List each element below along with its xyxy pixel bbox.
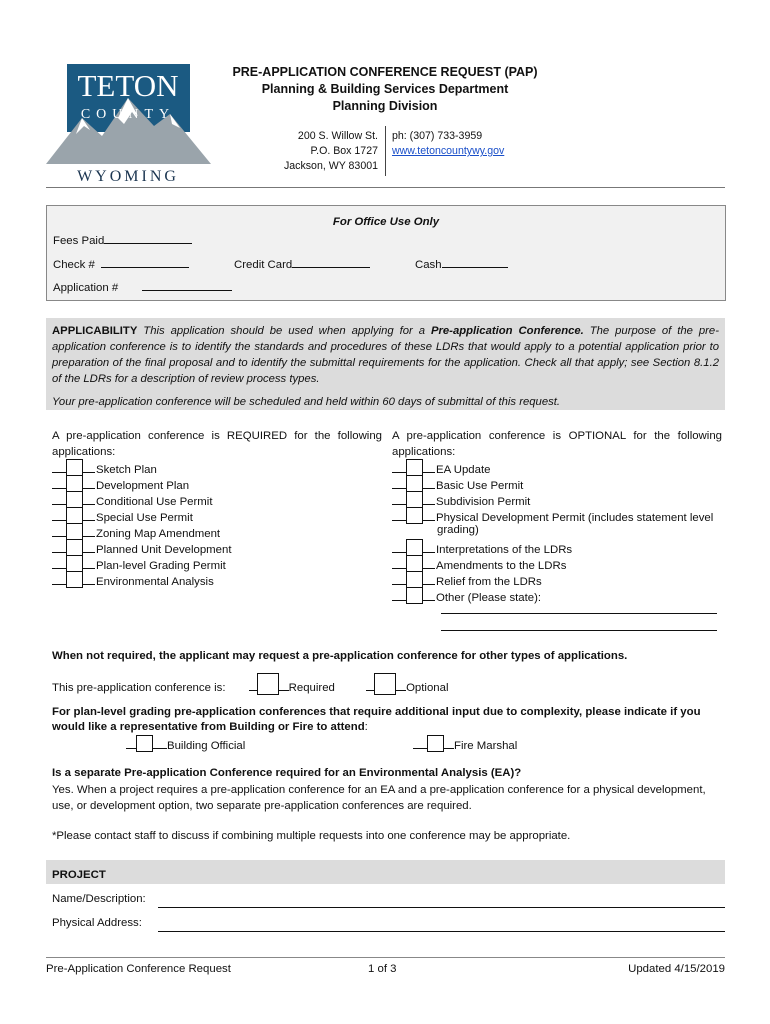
contact-info	[392, 129, 504, 159]
required-item-zoning-map-amendment[interactable]: Zoning Map Amendment	[52, 523, 220, 538]
cash-label: Cash	[415, 259, 442, 271]
optional-item-physical-development-permit[interactable]: Physical Development Permit (includes statement level	[392, 507, 713, 522]
applicability-text	[52, 323, 719, 410]
logo-graphic	[46, 60, 211, 185]
conference-type-label: This pre-application conference is:	[52, 682, 226, 694]
optional-item-subdivision-permit[interactable]: Subdivision Permit	[392, 491, 530, 506]
cash-field[interactable]	[415, 256, 508, 271]
logo-teton: TETON	[77, 68, 179, 103]
grading-heading: For plan-level grading pre-application conferences that require additional input due to complexity, please indicate if you would like a representative from Building or Fire to attend:	[52, 706, 701, 733]
optional-item-interpretations[interactable]: Interpretations of the LDRs	[392, 539, 572, 554]
optional-checkbox[interactable]	[374, 673, 396, 695]
name-description-label: Name/Description:	[52, 893, 146, 905]
checkbox[interactable]	[406, 507, 423, 524]
teton-county-logo	[46, 60, 211, 185]
header-rule	[46, 187, 725, 188]
other-state-line-2[interactable]	[441, 630, 717, 631]
physical-address-label: Physical Address:	[52, 917, 142, 929]
footer-page-number: 1 of 3	[368, 963, 397, 975]
checkbox[interactable]	[66, 539, 83, 556]
ea-text: Yes. When a project requires a pre-application conference for an EA and a pre-application conference for a physical development, use, or development option, two separate pre-application conferences are required.	[52, 784, 706, 812]
division-name: Planning Division	[332, 99, 438, 113]
fees-paid-blank[interactable]	[104, 232, 192, 244]
staff-note: *Please contact staff to discuss if combining multiple requests into one conference may be appropriate.	[52, 830, 571, 842]
optional-item-other[interactable]: Other (Please state):	[392, 587, 541, 602]
required-item-sketch-plan[interactable]: Sketch Plan	[52, 459, 157, 474]
building-official-checkbox[interactable]	[136, 735, 153, 752]
application-number-field[interactable]	[53, 279, 232, 294]
office-address	[284, 129, 378, 174]
check-blank[interactable]	[101, 256, 189, 268]
applicability-text-1: This application should be used when applying for a	[137, 325, 431, 337]
required-item-environmental-analysis[interactable]: Environmental Analysis	[52, 571, 214, 586]
address-line: P.O. Box 1727	[310, 145, 378, 157]
cash-blank[interactable]	[442, 256, 508, 268]
other-state-line-1[interactable]	[441, 613, 717, 614]
project-band	[46, 860, 725, 884]
footer-updated-date: Updated 4/15/2019	[628, 963, 725, 975]
credit-card-label: Credit Card	[234, 259, 293, 271]
optional-item-basic-use-permit[interactable]: Basic Use Permit	[392, 475, 523, 490]
required-checkbox[interactable]	[257, 673, 279, 695]
credit-card-field[interactable]	[234, 256, 370, 271]
required-item-planned-unit-development[interactable]: Planned Unit Development	[52, 539, 232, 554]
fees-paid-field[interactable]	[53, 232, 192, 247]
building-official-option[interactable]	[126, 735, 245, 750]
physical-address-input[interactable]	[158, 931, 725, 932]
department-name: Planning & Building Services Department	[261, 82, 509, 96]
optional-item-amendments[interactable]: Amendments to the LDRs	[392, 555, 566, 570]
ea-heading: Is a separate Pre-application Conference required for an Environmental Analysis (EA)?	[52, 767, 522, 779]
fire-marshal-checkbox[interactable]	[427, 735, 444, 752]
not-required-heading: When not required, the applicant may request a pre-application conference for other types of applications.	[52, 650, 628, 662]
credit-card-blank[interactable]	[292, 256, 370, 268]
checkbox[interactable]	[406, 571, 423, 588]
fees-paid-label: Fees Paid	[53, 235, 105, 247]
logo-wyoming: WYOMING	[77, 168, 179, 185]
checkbox[interactable]	[66, 555, 83, 572]
required-heading: A pre-application conference is REQUIRED for the following applications:	[52, 430, 382, 458]
required-item-plan-level-grading-permit[interactable]: Plan-level Grading Permit	[52, 555, 226, 570]
check-field[interactable]	[53, 256, 189, 271]
checkbox[interactable]	[66, 507, 83, 524]
fire-marshal-option[interactable]	[413, 735, 517, 750]
application-number-blank[interactable]	[142, 279, 232, 291]
schedule-note: Your pre-application conference will be scheduled and held within 60 days of submittal of this request.	[52, 396, 561, 408]
address-line: 200 S. Willow St.	[297, 130, 378, 142]
required-option-label: Required	[288, 682, 335, 694]
optional-option-label: Optional	[406, 682, 449, 694]
office-use-title: For Office Use Only	[332, 216, 440, 228]
address-line: Jackson, WY 83001	[283, 160, 378, 172]
project-title: PROJECT	[52, 869, 106, 881]
name-description-input[interactable]	[158, 907, 725, 908]
header-divider	[385, 126, 386, 176]
check-label: Check #	[53, 259, 95, 271]
applicability-label: APPLICABILITY	[52, 325, 138, 337]
optional-item-relief[interactable]: Relief from the LDRs	[392, 571, 542, 586]
optional-heading: A pre-application conference is OPTIONAL for the following applications:	[392, 430, 722, 458]
required-item-conditional-use-permit[interactable]: Conditional Use Permit	[52, 491, 213, 506]
checkbox[interactable]	[66, 475, 83, 492]
phone-number: ph: (307) 733-3959	[392, 130, 483, 142]
checkbox[interactable]	[66, 571, 83, 588]
building-official-label: Building Official	[167, 740, 246, 752]
footer-rule	[46, 957, 725, 958]
checkbox[interactable]	[406, 475, 423, 492]
logo-county: COUNTY	[80, 107, 176, 122]
required-item-special-use-permit[interactable]: Special Use Permit	[52, 507, 193, 522]
checkbox[interactable]	[406, 587, 423, 604]
checkbox[interactable]	[406, 459, 423, 476]
website-link[interactable]: www.tetoncountywy.gov	[392, 145, 505, 157]
optional-item-ea-update[interactable]: EA Update	[392, 459, 490, 474]
checkbox[interactable]	[66, 491, 83, 508]
required-item-development-plan[interactable]: Development Plan	[52, 475, 189, 490]
form-title: PRE-APPLICATION CONFERENCE REQUEST (PAP)	[232, 65, 538, 79]
office-use-box	[46, 205, 726, 301]
applicability-emphasis: Pre-application Conference.	[430, 325, 584, 337]
optional-item-continuation: grading)	[437, 524, 479, 536]
application-number-label: Application #	[53, 282, 119, 294]
checkbox[interactable]	[406, 555, 423, 572]
checkbox[interactable]	[406, 539, 423, 556]
applicability-text-2: The purpose of the pre-application conference is to identify the standards and procedures of these LDRs that would apply to a potential application prior to preparation of the final proposal and to identify the submittal requirements for the application. Check all that apply; see Section 8.1.2 of the LDRs for a description of review process types.	[52, 325, 719, 385]
footer-form-name: Pre-Application Conference Request	[46, 963, 231, 975]
checkbox[interactable]	[66, 523, 83, 540]
checkbox[interactable]	[406, 491, 423, 508]
conference-type-row	[52, 673, 449, 695]
fire-marshal-label: Fire Marshal	[454, 740, 518, 752]
checkbox[interactable]	[66, 459, 83, 476]
